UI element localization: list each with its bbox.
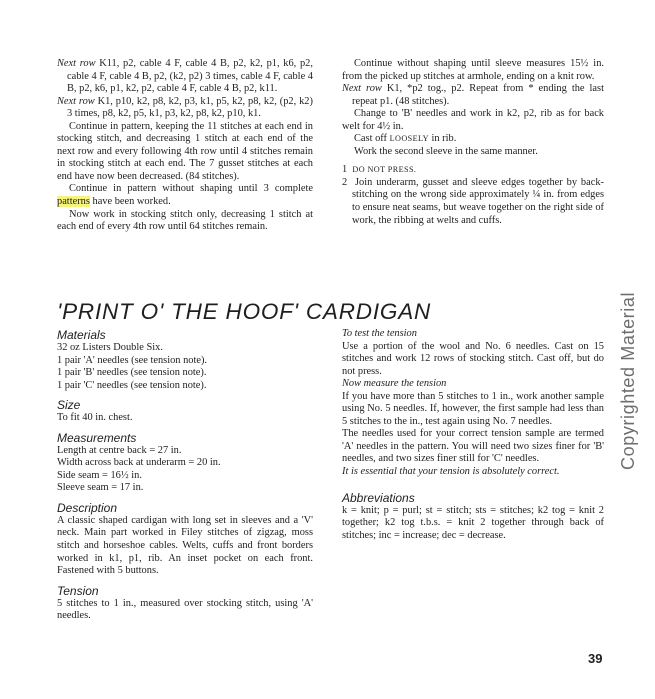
- row-text: K11, p2, cable 4 F, cable 4 B, p2, k2, p1, k6, p2, cable 4 F, cable 4 B, p2, (k2, p2) 3 times, cable 4 F, cable 4 B, p2, k6, p1, k2, p2, cable 4 F, cable 4 B, p2, k11.: [67, 58, 313, 95]
- row-text: K1, p10, k2, p8, k2, p3, k1, p5, k2, p8, k2, (p2, k2) 3 times, p8, k2, p5, k1, p3, k2, p8, k2, p10, k1.: [67, 95, 313, 120]
- bottom-left-column: [57, 328, 313, 623]
- materials-heading: Materials: [57, 328, 106, 342]
- item-text: Join underarm, gusset and sleeve edges together by back-stitching on the wrong side approximately ¼ in. from edges to ensure neat seams, but weave together on the right side of work, the ribbing at welts and cuffs.: [352, 176, 604, 226]
- size-text: To fit 40 in. chest.: [57, 412, 133, 424]
- making-up-item-1: [342, 164, 604, 177]
- materials-line: 1 pair 'C' needles (see tension note).: [57, 379, 207, 391]
- measure-tension-heading: Now measure the tension: [342, 378, 447, 390]
- materials-line: 32 oz Listers Double Six.: [57, 342, 163, 353]
- paragraph-text: Cast off: [354, 133, 390, 145]
- test-tension-heading: To test the tension: [342, 328, 417, 339]
- measurements-line: Width across back at underarm = 20 in.: [57, 457, 221, 469]
- item-text: DO NOT PRESS.: [352, 165, 417, 175]
- essential-note: It is essential that your tension is absolutely correct.: [342, 466, 560, 478]
- change-needles-paragraph: Change to 'B' needles and work in k2, p2, rib as for back welt for 4½ in.: [342, 108, 604, 132]
- next-row-instruction-1: [57, 58, 313, 96]
- description-heading: Description: [57, 500, 118, 515]
- spacer: [342, 479, 604, 491]
- top-right-column: [342, 58, 604, 227]
- size-heading: Size: [57, 398, 81, 413]
- measurements-line: Length at centre back = 27 in.: [57, 444, 182, 456]
- materials-line: 1 pair 'A' needles (see tension note).: [57, 354, 208, 366]
- paragraph-text: in rib.: [428, 133, 457, 145]
- cast-off-paragraph: [342, 133, 604, 146]
- bottom-right-column: [342, 328, 604, 542]
- paragraph-text: Continue in pattern without shaping until 3 complete: [69, 183, 313, 195]
- measurements-line: Side seam = 16½ in.: [57, 469, 142, 481]
- abbreviations-text: k = knit; p = purl; st = stitch; sts = stitches; k2 tog = knit 2 together; k2 tog t.b.s. = knit 2 together through back of stitches; inc = increase; dec = decrease.: [342, 504, 604, 541]
- row-text: K1, *p2 tog., p2. Repeat from * ending the last repeat p1. (48 stitches).: [352, 83, 604, 107]
- row-label: Next row: [342, 83, 382, 95]
- continue-without-shaping-paragraph: [57, 183, 313, 208]
- row-label: Next row: [57, 58, 96, 69]
- measurements-line: Sleeve seam = 17 in.: [57, 482, 144, 494]
- measure-tension-text: If you have more than 5 stitches to 1 in., work another sample using No. 5 needles. If, however, the first sample had less than 5 stitches to the in., test again using No. 7 needles.: [342, 390, 604, 427]
- making-up-item-2: [342, 177, 604, 227]
- second-sleeve-paragraph: Work the second sleeve in the same manner.: [354, 145, 538, 157]
- paragraph-text: have been worked.: [89, 196, 171, 208]
- test-tension-text: Use a portion of the wool and No. 6 needles. Cast on 15 stitches and work 12 rows of stocking stitch. Cast off, but do not press.: [342, 340, 604, 377]
- next-row-instruction-3: [342, 83, 604, 108]
- stocking-stitch-paragraph: Now work in stocking stitch only, decreasing 1 stitch at each end of every 4th row until 64 stitches remain.: [57, 208, 313, 233]
- materials-line: 1 pair 'B' needles (see tension note).: [57, 367, 207, 379]
- copyright-watermark: Copyrighted Material: [618, 291, 638, 470]
- page-title: 'PRINT O' THE HOOF' CARDIGAN: [57, 299, 432, 324]
- page-number: 39: [588, 651, 603, 666]
- abbreviations-heading: Abbreviations: [342, 490, 415, 505]
- small-caps-word: LOOSELY: [389, 134, 429, 144]
- item-number: 2: [342, 176, 348, 188]
- description-text: A classic shaped cardigan with long set in sleeves and a 'V' neck. Main part worked in Filey stitches of zigzag, moss stitch and horseshoe cables. Welts, cuffs and front borders worked in k1, p1, rib. An inset pocket on each front. Fastened with 5 buttons.: [57, 514, 313, 577]
- row-label: Next row: [57, 95, 95, 107]
- tension-heading: Tension: [57, 583, 99, 598]
- continue-pattern-paragraph: Continue in pattern, keeping the 11 stitches at each end in stocking stitch, and decreasing 1 stitch at each end of the next row and every following 4th row until 4 stitches remain in stocking stitch at each end. The 7 gusset stitches at each end have now been decreased. (84 stitches).: [57, 120, 313, 182]
- item-number: 1: [342, 164, 348, 176]
- measurements-heading: Measurements: [57, 430, 137, 445]
- tension-text: 5 stitches to 1 in., measured over stocking stitch, using 'A' needles.: [57, 597, 313, 622]
- highlighted-word: patterns: [57, 196, 90, 208]
- sleeve-continue-paragraph: Continue without shaping until sleeve measures 15½ in. from the picked up stitches at armhole, ending on a knit row.: [342, 58, 604, 82]
- next-row-instruction-2: [57, 96, 313, 121]
- needles-text: The needles used for your correct tension sample are termed 'A' needles in the pattern. You will need two sizes finer for 'B' needles, and two sizes finer still for 'C' needles.: [342, 428, 604, 465]
- top-left-column: [57, 58, 313, 234]
